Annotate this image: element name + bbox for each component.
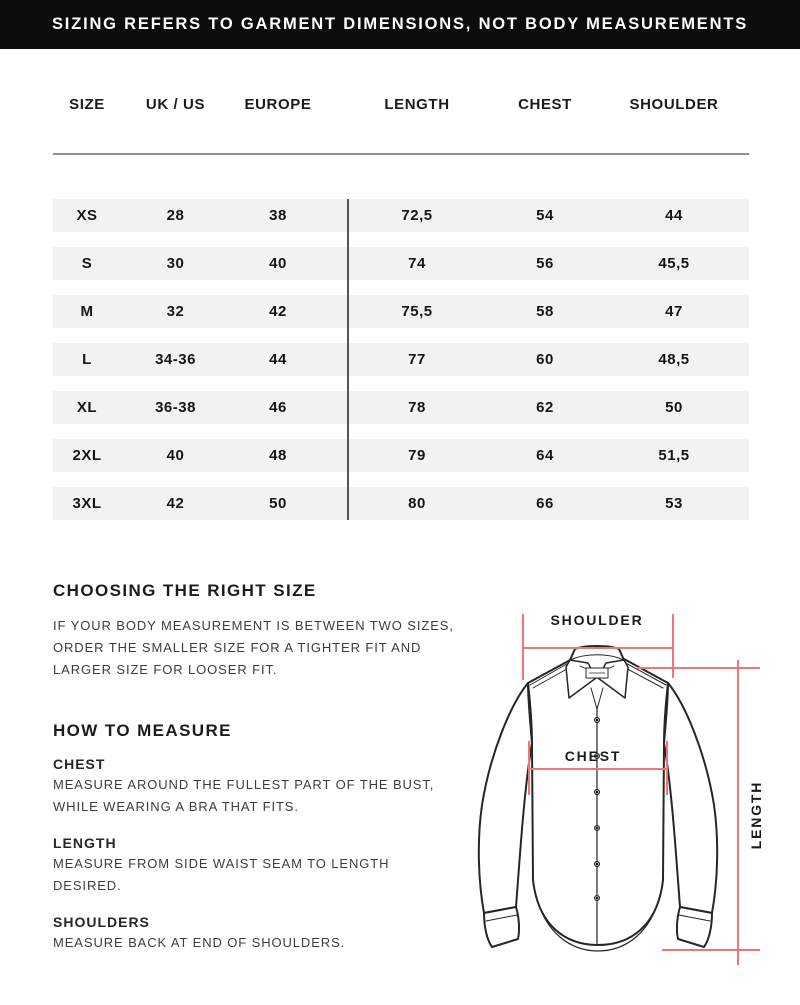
table-row [53, 439, 749, 472]
table-cell: 40 [269, 255, 287, 272]
size-label-cell: XL [76, 399, 98, 416]
measure-length-label: LENGTH [53, 835, 117, 851]
column-header: EUROPE [244, 96, 312, 113]
table-cell: 80 [408, 495, 426, 512]
body-line: WHILE WEARING A BRA THAT FITS. [53, 799, 299, 814]
measure-chest-body [53, 774, 434, 818]
table-cell: 36-38 [155, 399, 196, 416]
table-cell: 34-36 [155, 351, 196, 368]
table-cell: 53 [665, 495, 683, 512]
size-label-cell: M [80, 303, 94, 320]
column-header: SHOULDER [629, 96, 719, 113]
body-line: DESIRED. [53, 878, 122, 893]
body-line: LARGER SIZE FOR LOOSER FIT. [53, 662, 278, 677]
size-label-cell: L [82, 351, 92, 368]
table-cell: 42 [166, 495, 185, 512]
length-dimension-label: LENGTH [748, 780, 764, 850]
table-cell: 79 [408, 447, 426, 464]
body-line: MEASURE BACK AT END OF SHOULDERS. [53, 935, 346, 950]
column-header: LENGTH [384, 96, 450, 113]
shirt-drawing [479, 646, 717, 951]
body-line: IF YOUR BODY MEASUREMENT IS BETWEEN TWO SIZES, [53, 618, 454, 633]
table-cell: 44 [269, 351, 287, 368]
measure-shoulders-label: SHOULDERS [53, 914, 150, 930]
table-cell: 30 [166, 255, 185, 272]
body-line: MEASURE AROUND THE FULLEST PART OF THE BUST, [53, 777, 435, 792]
table-cell: 47 [665, 303, 683, 320]
table-cell: 38 [269, 207, 287, 224]
table-cell: 50 [269, 495, 287, 512]
table-cell: 66 [536, 495, 554, 512]
table-cell: 54 [536, 207, 554, 224]
size-label-cell: 3XL [72, 495, 102, 512]
table-cell: 46 [269, 399, 287, 416]
how-to-measure-heading: HOW TO MEASURE [53, 721, 232, 740]
table-cell: 48,5 [658, 351, 690, 368]
table-cell: 48 [269, 447, 287, 464]
table-column-divider [347, 199, 349, 520]
chest-dimension-label: CHEST [564, 748, 622, 764]
column-header: CHEST [518, 96, 572, 113]
shirt-measurement-diagram [470, 595, 800, 1005]
size-label-cell: 2XL [72, 447, 102, 464]
table-row [53, 487, 749, 520]
size-label-cell: XS [76, 207, 98, 224]
table-cell: 60 [536, 351, 554, 368]
table-header-rule [53, 153, 749, 155]
table-cell: 51,5 [658, 447, 690, 464]
table-cell: 75,5 [401, 303, 433, 320]
column-header: SIZE [69, 96, 105, 113]
table-cell: 56 [536, 255, 554, 272]
body-line: ORDER THE SMALLER SIZE FOR A TIGHTER FIT AND [53, 640, 422, 655]
choosing-size-heading: CHOOSING THE RIGHT SIZE [53, 581, 317, 600]
column-header: UK / US [145, 96, 206, 113]
table-cell: 40 [166, 447, 185, 464]
table-cell: 78 [408, 399, 426, 416]
table-cell: 45,5 [658, 255, 690, 272]
table-cell: 58 [536, 303, 554, 320]
table-cell: 50 [665, 399, 683, 416]
table-cell: 32 [166, 303, 185, 320]
table-cell: 44 [665, 207, 683, 224]
table-row [53, 247, 749, 280]
shoulder-dimension-label: SHOULDER [550, 612, 644, 628]
table-cell: 72,5 [401, 207, 433, 224]
measure-shoulders-body [53, 932, 345, 954]
table-cell: 74 [408, 255, 426, 272]
measure-length-body [53, 853, 389, 897]
table-cell: 28 [166, 207, 185, 224]
disclaimer-text: SIZING REFERS TO GARMENT DIMENSIONS, NOT BODY MEASUREMENTS [52, 15, 748, 33]
table-cell: 64 [536, 447, 554, 464]
measure-chest-label: CHEST [53, 756, 106, 772]
table-cell: 77 [408, 351, 426, 368]
body-line: MEASURE FROM SIDE WAIST SEAM TO LENGTH [53, 856, 390, 871]
table-cell: 62 [536, 399, 554, 416]
size-label-cell: S [81, 255, 93, 272]
choosing-size-body [53, 615, 454, 681]
disclaimer-banner [0, 0, 800, 49]
brand-label [586, 668, 608, 678]
table-cell: 42 [269, 303, 287, 320]
